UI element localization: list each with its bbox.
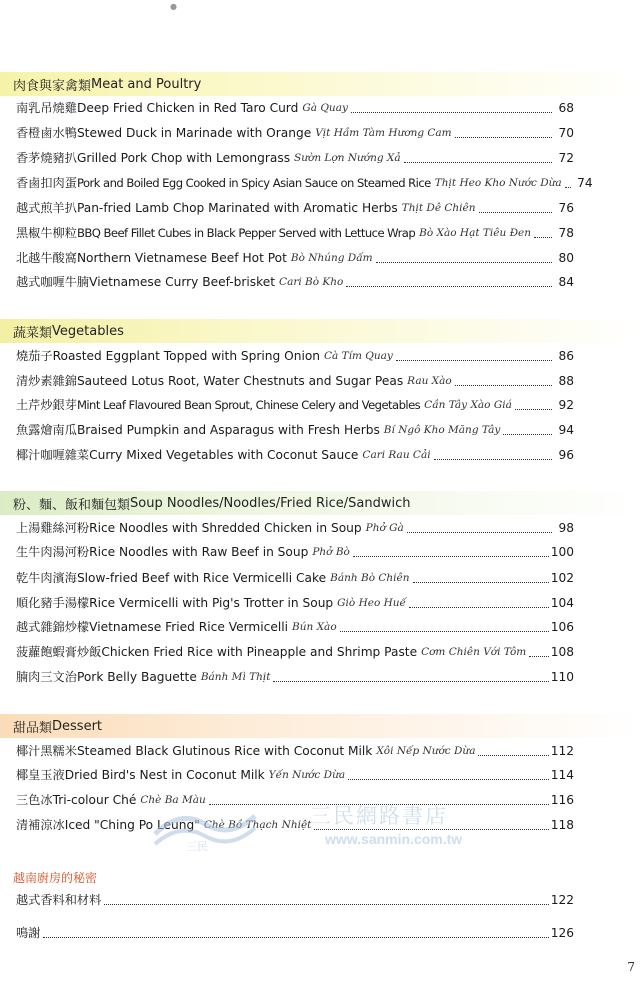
- dot-leader: [479, 212, 552, 213]
- entry-en: Curry Mixed Vegetables with Coconut Sauce: [89, 448, 359, 462]
- entry-page: 112: [550, 744, 574, 758]
- entry-vn: Chè Ba Màu: [140, 794, 206, 806]
- entry-zh: 魚露燴南瓜: [16, 423, 77, 437]
- entry-vn: Bánh Bò Chiên: [330, 572, 410, 584]
- entry-zh: 上湯雞絲河粉: [16, 521, 90, 535]
- entry-page: 72: [558, 151, 574, 165]
- entry-vn: Bí Ngô Kho Măng Tây: [383, 424, 501, 436]
- entry-vn: Cari Rau Cải: [362, 449, 431, 461]
- entry-page: 94: [558, 423, 574, 437]
- dot-leader: [376, 262, 552, 263]
- toc-entry[interactable]: [16, 615, 574, 635]
- entry-vn: Bún Xào: [292, 621, 337, 633]
- entry-vn: Cà Tím Quay: [324, 350, 393, 362]
- entry-vn: Vịt Hầm Tàm Hương Cam: [315, 127, 452, 139]
- entry-vn: Chè Bồ Thạch Nhiệt: [203, 819, 312, 831]
- entry-zh: 鳴謝: [16, 926, 41, 940]
- entry-page: 116: [550, 793, 574, 807]
- entry-vn: Bò Nhúng Dấm: [290, 252, 373, 264]
- entry-page: 108: [550, 645, 574, 659]
- entry-zh: 土芹炒銀芽: [16, 398, 77, 412]
- entry-zh: 燒茄子: [16, 349, 53, 363]
- entry-page: 122: [550, 893, 574, 907]
- section-header-vegetables: [0, 319, 641, 343]
- entry-vn: Bánh Mì Thịt: [200, 671, 271, 683]
- top-mark: ●: [170, 2, 177, 11]
- dot-leader: [409, 607, 549, 608]
- entry-en: Sauteed Lotus Root, Water Chestnuts and Sugar Peas: [76, 374, 404, 388]
- entry-page: 88: [558, 374, 574, 388]
- entry-page: 96: [558, 448, 574, 462]
- entry-zh: 順化豬手湯檬: [16, 596, 90, 610]
- toc-entry[interactable]: [16, 591, 574, 611]
- dot-leader: [314, 829, 548, 830]
- toc-entry[interactable]: [16, 763, 574, 783]
- entry-en: Slow-fried Beef with Rice Vermicelli Cake: [76, 571, 327, 585]
- toc-entry[interactable]: [16, 344, 574, 364]
- toc-entry[interactable]: [16, 146, 574, 166]
- entry-zh: 椰皇玉液: [16, 768, 65, 782]
- entry-en: Rice Noodles with Shredded Chicken in Soup: [89, 521, 362, 535]
- section-title-zh: 越南廚房的秘密: [13, 870, 98, 885]
- toc-entry[interactable]: [16, 270, 574, 290]
- entry-page: 100: [550, 545, 574, 559]
- dot-leader: [503, 434, 552, 435]
- section-title-zh: 肉食與家禽類: [13, 78, 92, 94]
- toc-entry[interactable]: [16, 813, 574, 833]
- dot-leader: [209, 804, 549, 805]
- toc-entry[interactable]: [16, 788, 574, 808]
- entry-vn: Thịt Dê Chiên: [401, 202, 476, 214]
- entry-en: Pork Belly Baguette: [76, 670, 197, 684]
- section-header-secret: [0, 865, 641, 889]
- entry-en: Rice Vermicelli with Pig's Trotter in Soup: [89, 596, 334, 610]
- entry-page: 106: [550, 620, 574, 634]
- entry-page: 92: [558, 398, 574, 412]
- entry-zh: 北越牛酸窩: [16, 251, 77, 265]
- dot-leader: [565, 187, 571, 188]
- dot-leader: [455, 137, 552, 138]
- entry-page: 68: [558, 101, 574, 115]
- section-title-en: Soup Noodles/Noodles/Fried Rice/Sandwich: [130, 495, 411, 511]
- entry-page: 86: [558, 349, 574, 363]
- entry-page: 114: [550, 768, 574, 782]
- toc-entry[interactable]: [16, 246, 574, 266]
- entry-zh: 椰汁黑糯米: [16, 744, 77, 758]
- page-number: 7: [627, 960, 635, 974]
- entry-page: 76: [558, 201, 574, 215]
- entry-en: Grilled Pork Chop with Lemongrass: [76, 151, 291, 165]
- section-header-dessert: [0, 714, 641, 738]
- entry-vn: Thịt Heo Kho Nước Dừa: [434, 177, 562, 189]
- watermark-title: 三民網路書店: [310, 804, 448, 828]
- entry-vn: Cần Tây Xào Giá: [424, 399, 512, 411]
- section-title-en: Vegetables: [52, 323, 124, 339]
- toc-entry[interactable]: [16, 121, 574, 141]
- entry-zh: 香鹵扣肉蛋: [16, 176, 77, 190]
- entry-vn: Sườn Lợn Nướng Xả: [294, 152, 401, 164]
- entry-en: Stewed Duck in Marinade with Orange: [76, 126, 312, 140]
- entry-zh: 腩肉三文治: [16, 670, 77, 684]
- toc-entry[interactable]: [16, 221, 574, 241]
- section-header-meat: [0, 72, 641, 96]
- toc-entry[interactable]: [16, 566, 574, 586]
- dot-leader: [104, 904, 548, 905]
- entry-en: Pan-fried Lamb Chop Marinated with Aromatic Herbs: [76, 201, 398, 215]
- toc-entry[interactable]: [16, 418, 574, 438]
- entry-en: BBQ Beef Fillet Cubes in Black Pepper Served with Lettuce Wrap: [76, 226, 416, 240]
- section-title-zh: 蔬菜類: [13, 325, 53, 341]
- entry-page: 126: [550, 926, 574, 940]
- toc-entry[interactable]: [16, 665, 574, 685]
- toc-entry[interactable]: [16, 196, 574, 216]
- dot-leader: [351, 112, 552, 113]
- entry-page: 84: [558, 275, 574, 289]
- dot-leader: [348, 779, 549, 780]
- dot-leader: [353, 556, 549, 557]
- entry-vn: Rau Xào: [407, 375, 452, 387]
- entry-vn: Bò Xào Hạt Tiêu Đen: [419, 227, 532, 239]
- toc-entry[interactable]: [16, 921, 574, 941]
- entry-zh: 南乳吊燒雞: [16, 101, 77, 115]
- section-header-noodles: [0, 491, 641, 515]
- entry-en: Roasted Eggplant Topped with Spring Onion: [52, 349, 321, 363]
- entry-page: 98: [558, 521, 574, 535]
- entry-en: Vietnamese Fried Rice Vermicelli: [89, 620, 288, 634]
- entry-vn: Giò Heo Huế: [337, 597, 406, 609]
- entry-en: Rice Noodles with Raw Beef in Soup: [89, 545, 309, 559]
- dot-leader: [534, 237, 552, 238]
- toc-entry[interactable]: [16, 739, 574, 759]
- dot-leader: [529, 656, 548, 657]
- section-title-en: Dessert: [52, 718, 103, 734]
- entry-zh: 香茅燒豬扒: [16, 151, 77, 165]
- dot-leader: [404, 162, 552, 163]
- dot-leader: [273, 681, 548, 682]
- entry-zh: 生牛肉湯河粉: [16, 545, 90, 559]
- entry-en: Iced "Ching Po Leung": [64, 818, 200, 832]
- toc-entry[interactable]: [16, 369, 574, 389]
- entry-zh: 黑椒牛柳粒: [16, 226, 77, 240]
- logo-text: 三民: [186, 840, 208, 853]
- toc-entry[interactable]: [16, 96, 574, 116]
- dot-leader: [413, 582, 549, 583]
- entry-page: 118: [550, 818, 574, 832]
- entry-page: 80: [558, 251, 574, 265]
- dot-leader: [515, 409, 552, 410]
- toc-entry[interactable]: [16, 540, 574, 560]
- entry-vn: Gà Quay: [302, 102, 348, 114]
- section-title-en: Meat and Poultry: [91, 76, 202, 92]
- watermark-url: www.sanmin.com.tw: [325, 831, 463, 847]
- dot-leader: [340, 631, 549, 632]
- entry-zh: 香橙鹵水鴨: [16, 126, 77, 140]
- dot-leader: [346, 286, 552, 287]
- entry-en: Dried Bird's Nest in Coconut Milk: [64, 768, 265, 782]
- entry-zh: 越式咖喱牛腩: [16, 275, 90, 289]
- entry-zh: 越式香料和材料: [16, 893, 102, 907]
- entry-page: 110: [550, 670, 574, 684]
- entry-en: Steamed Black Glutinous Rice with Coconut Milk: [76, 744, 373, 758]
- entry-en: Mint Leaf Flavoured Bean Sprout, Chinese Celery and Vegetables: [76, 398, 421, 412]
- toc-entry[interactable]: [16, 393, 574, 413]
- entry-vn: Cơm Chiên Với Tôm: [421, 646, 527, 658]
- entry-zh: 椰汁咖喱雜菜: [16, 448, 90, 462]
- entry-vn: Yến Nước Dừa: [268, 769, 346, 781]
- entry-vn: Xôi Nếp Nước Dừa: [376, 745, 476, 757]
- entry-vn: Cari Bò Kho: [279, 276, 344, 288]
- entry-zh: 越式煎羊扒: [16, 201, 77, 215]
- dot-leader: [396, 360, 552, 361]
- dot-leader: [43, 937, 548, 938]
- entry-en: Chicken Fried Rice with Pineapple and Shrimp Paste: [101, 645, 418, 659]
- entry-page: 104: [550, 596, 574, 610]
- entry-en: Braised Pumpkin and Asparagus with Fresh Herbs: [76, 423, 380, 437]
- entry-en: Northern Vietnamese Beef Hot Pot: [76, 251, 287, 265]
- entry-zh: 菠蘿飽蝦膏炒飯: [16, 645, 102, 659]
- dot-leader: [434, 459, 552, 460]
- dot-leader: [407, 532, 552, 533]
- entry-page: 102: [550, 571, 574, 585]
- entry-en: Pork and Boiled Egg Cooked in Spicy Asian Sauce on Steamed Rice: [76, 176, 431, 190]
- entry-vn: Phở Bò: [312, 546, 350, 558]
- entry-en: Deep Fried Chicken in Red Taro Curd: [76, 101, 299, 115]
- entry-zh: 乾牛肉濱海: [16, 571, 77, 585]
- entry-en: Vietnamese Curry Beef-brisket: [89, 275, 276, 289]
- dot-leader: [455, 385, 552, 386]
- toc-entry[interactable]: [16, 516, 574, 536]
- entry-vn: Phở Gà: [365, 522, 404, 534]
- entry-page: 74: [577, 176, 593, 190]
- entry-zh: 清炒素雜錦: [16, 374, 77, 388]
- toc-entry[interactable]: [16, 443, 574, 463]
- toc-entry[interactable]: [16, 171, 593, 191]
- section-title-zh: 粉、麵、飯和麵包類: [13, 497, 131, 513]
- entry-en: Tri-colour Ché: [52, 793, 137, 807]
- entry-zh: 清補涼冰: [16, 818, 65, 832]
- section-title-zh: 甜品類: [13, 720, 53, 736]
- entry-page: 78: [558, 226, 574, 240]
- dot-leader: [478, 755, 548, 756]
- toc-entry[interactable]: [16, 640, 574, 660]
- entry-zh: 三色冰: [16, 793, 53, 807]
- toc-entry[interactable]: [16, 888, 574, 908]
- entry-zh: 越式雜錦炒檬: [16, 620, 90, 634]
- entry-page: 70: [558, 126, 574, 140]
